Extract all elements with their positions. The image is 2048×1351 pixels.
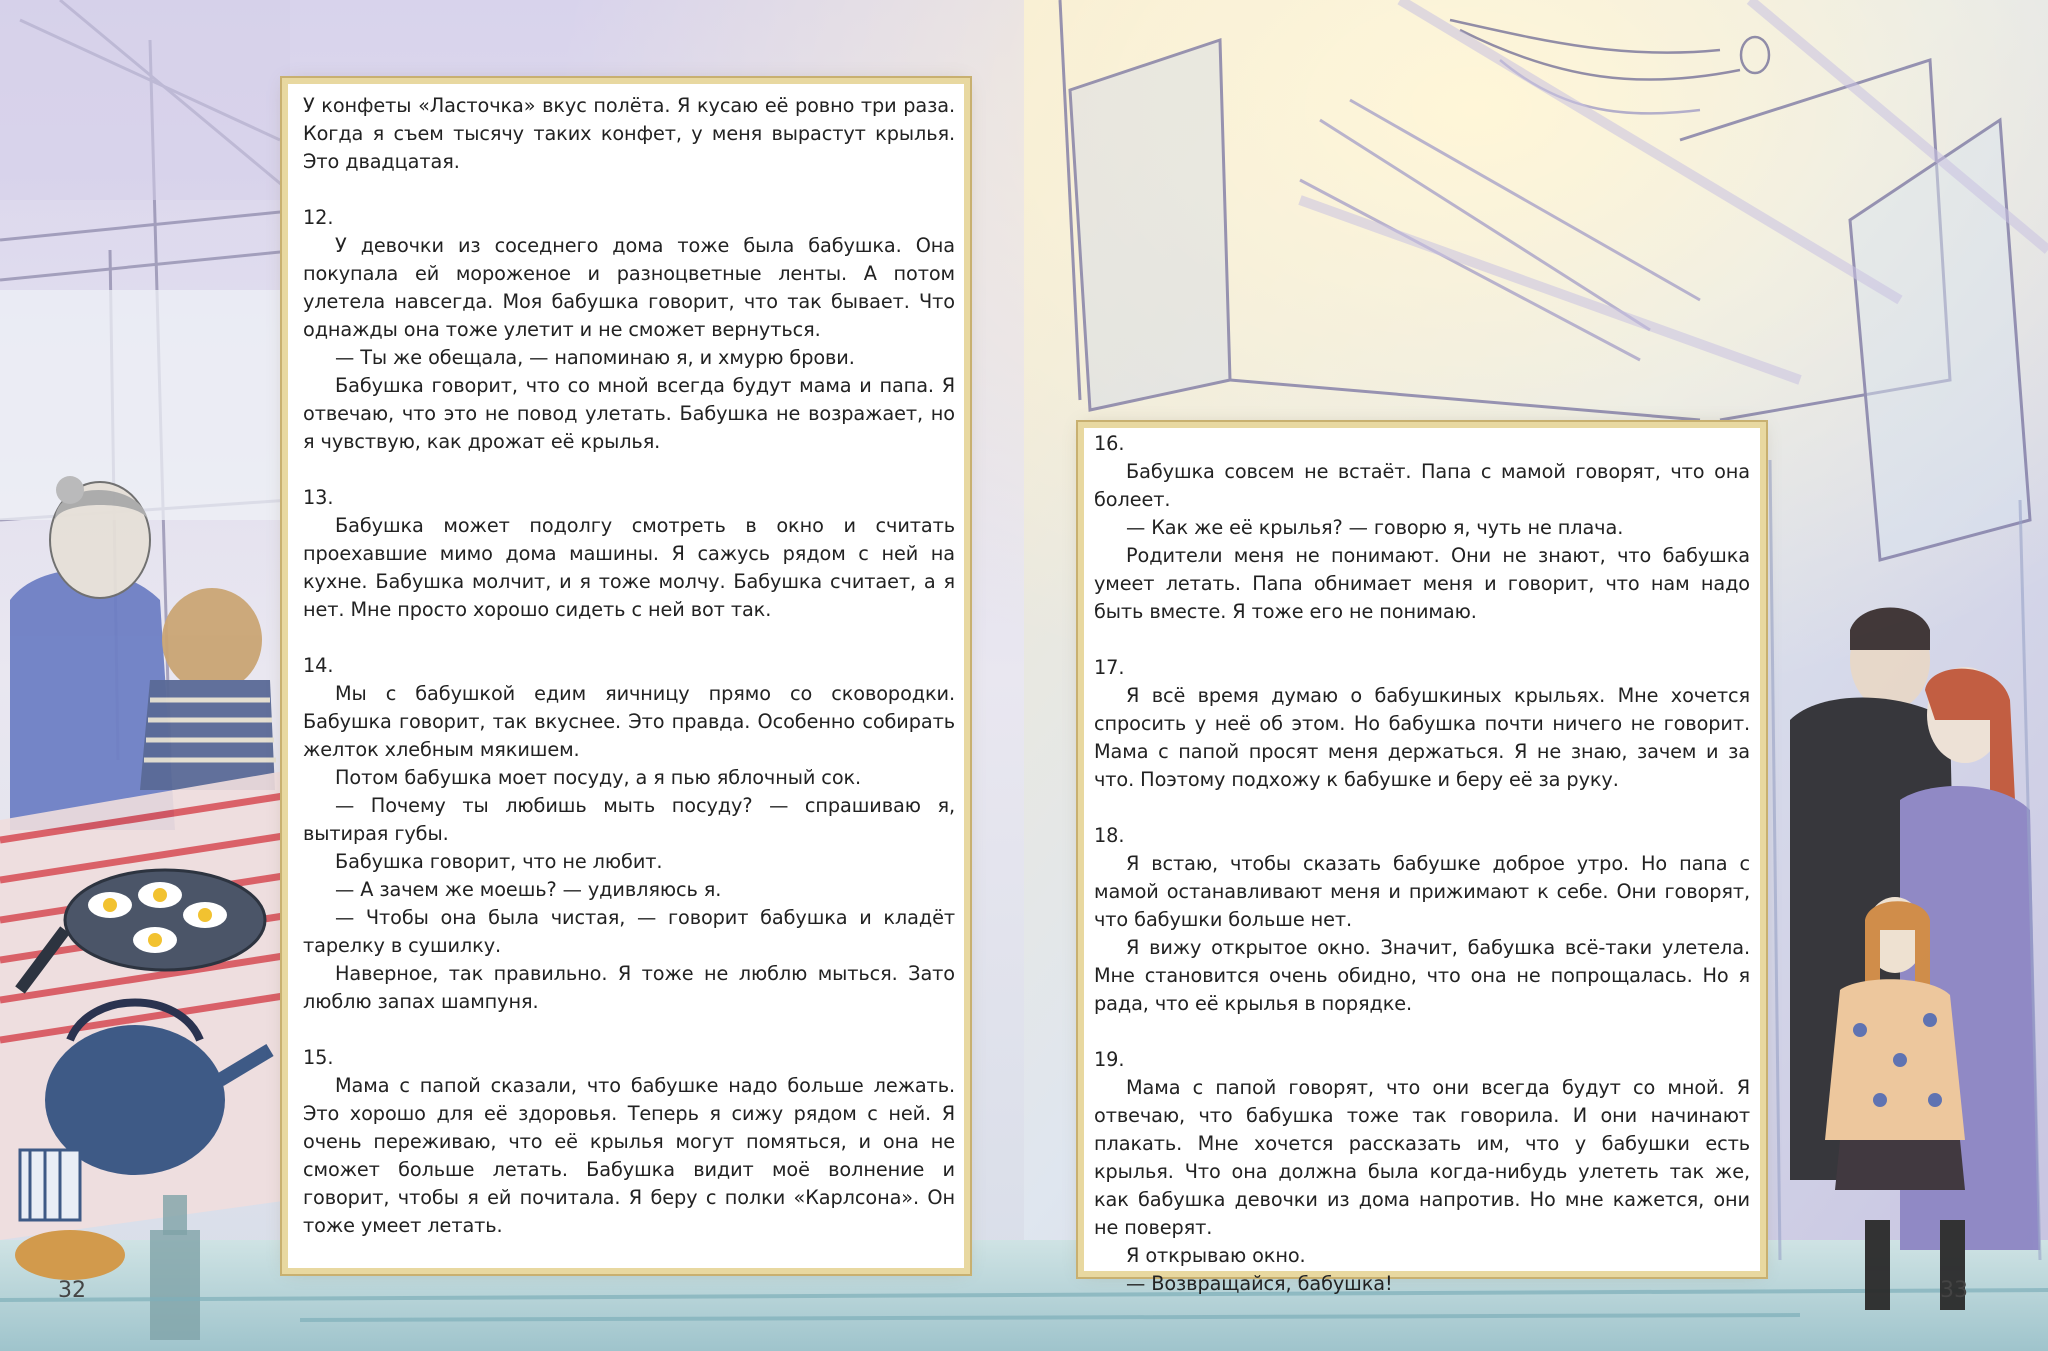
section-number: 18. [1094,824,1125,847]
section-number: 14. [303,654,334,677]
paragraph: Мы с бабушкой едим яичницу прямо со сковородки. Бабушка говорит, так вкуснее. Это правда. Особенно собирать желток хлебным мякишем. [303,682,955,761]
paragraph: — Как же её крылья? — говорю я, чуть не плача. [1126,516,1624,539]
paragraph: Я встаю, чтобы сказать бабушке доброе утро. Но папа с мамой останавливают меня и прижимают к себе. Они говорят, что бабушки больше нет. [1094,852,1750,931]
section-number: 13. [303,486,334,509]
paragraph: Бабушка может подолгу смотреть в окно и считать проехавшие мимо дома машины. Я сажусь рядом с ней на кухне. Бабушка молчит, и я тоже молчу. Бабушка считает, а я нет. Мне просто хорошо сидеть с ней вот так. [303,514,955,621]
paragraph: Я всё время думаю о бабушкиных крыльях. Мне хочется спросить у неё об этом. Но бабушка почти ничего не говорит. Мама с папой просят меня держаться. Я не знаю, зачем и за что. Поэтому подхожу к бабушке и беру её за руку. [1094,684,1750,791]
section-number: 16. [1094,432,1125,455]
section-number: 15. [303,1046,334,1069]
section-number: 17. [1094,656,1125,679]
paragraph: Наверное, так правильно. Я тоже не люблю мыться. Зато люблю запах шампуня. [303,962,955,1013]
paragraph: Я вижу открытое окно. Значит, бабушка всё-таки улетела. Мне становится очень обидно, что она не попрощалась. Но я рада, что её крылья в порядке. [1094,936,1750,1015]
paragraph: — Почему ты любишь мыть посуду? — спрашиваю я, вытирая губы. [303,794,955,845]
cup [20,1150,80,1220]
paragraph: Потом бабушка моет посуду, а я пью яблочный сок. [335,766,862,789]
paragraph: Бабушка говорит, что не любит. [335,850,663,873]
paragraph: — Возвращайся, бабушка! [1126,1272,1393,1295]
section-number: 12. [303,206,334,229]
right-page-text [1094,430,1750,1298]
paragraph: Мама с папой говорят, что они всегда будут со мной. Я отвечаю, что бабушка тоже так говорила. И они начинают плакать. Мне хочется рассказать им, что у бабушки есть крылья. Что она должна была когда-нибудь улететь так же, как бабушка девочки из дома напротив. Но мне кажется, они не поверят. [1094,1076,1750,1239]
section-number: 19. [1094,1048,1125,1071]
page-number-right: 33 [1940,1278,1968,1303]
paragraph: — Ты же обещала, — напоминаю я, и хмурю брови. [335,346,855,369]
left-page-text [303,92,955,1240]
page-number-left: 32 [58,1278,86,1303]
paragraph: Мама с папой сказали, что бабушке надо больше лежать. Это хорошо для её здоровья. Теперь я сижу рядом с ней. Я очень переживаю, что её крылья могут помяться, и она не сможет больше летать. Бабушка видит моё волнение и говорит, чтобы я ей почитала. Я беру с полки «Карлсона». Он тоже умеет летать. [303,1074,955,1237]
paragraph: У девочки из соседнего дома тоже была бабушка. Она покупала ей мороженое и разноцветные ленты. А потом улетела навсегда. Моя бабушка говорит, что так бывает. Что однажды она тоже улетит и не сможет вернуться. [303,234,955,341]
paragraph: — А зачем же моешь? — удивляюсь я. [335,878,722,901]
paragraph: — Чтобы она была чистая, — говорит бабушка и кладёт тарелку в сушилку. [303,906,955,957]
paragraph: Бабушка говорит, что со мной всегда будут мама и папа. Я отвечаю, что это не повод улетать. Бабушка не возражает, но я чувствую, как дрожат её крылья. [303,374,955,453]
paragraph: Бабушка совсем не встаёт. Папа с мамой говорят, что она болеет. [1094,460,1750,511]
paragraph: Я открываю окно. [1126,1244,1306,1267]
intro-paragraph: У конфеты «Ласточка» вкус полёта. Я кусаю её ровно три раза. Когда я съем тысячу таких конфет, у меня вырастут крылья. Это двадцатая. [303,94,955,173]
paragraph: Родители меня не понимают. Они не знают, что бабушка умеет летать. Папа обнимает меня и говорит, что нам надо быть вместе. Я тоже его не понимаю. [1094,544,1750,623]
